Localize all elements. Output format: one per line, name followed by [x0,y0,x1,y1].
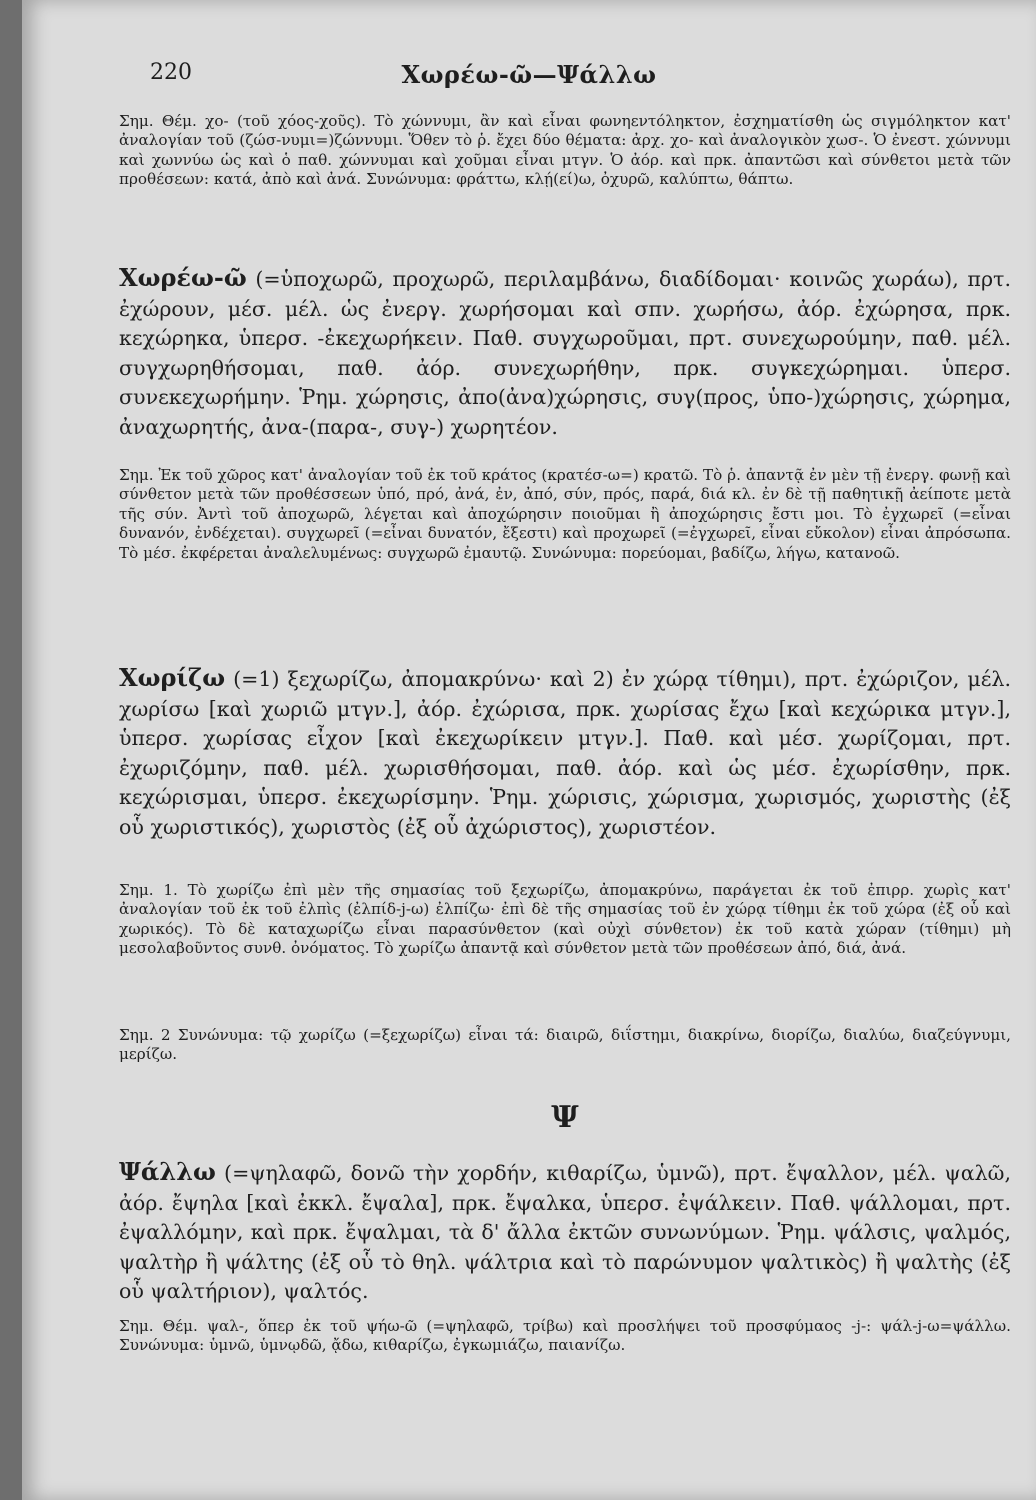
entry-text [119,1157,1011,1307]
entry-chorizo [119,663,1011,842]
entry-text [119,263,1011,442]
entry-lemma: Χωρίζω [119,663,226,692]
note-block-2 [119,466,1011,563]
entry-text [119,663,1011,842]
entry-body: (=1) ξεχωρίζω, ἀπομακρύνω· καὶ 2) ἐν χώρᾳ τίθημι), πρτ. ἐχώριζον, μέλ. χωρίσω [καὶ χωριῶ μτγν.], ἀόρ. ἐχώρισα, πρκ. χωρίσας ἔχω [καὶ κεχώρικα μτγν.], ὑπερσ. χωρίσας εἶχον [καὶ ἐκεχωρίκειν μτγν.]. Παθ. καὶ μέσ. χωρίζομαι, πρτ. ἐχωριζόμην, παθ. μέλ. χωρισθήσομαι, παθ. ἀόρ. καὶ ὡς μέσ. ἐχωρίσθην, πρκ. κεχώρισμαι, ὑπερσ. ἐκεχωρίσμην. Ῥημ. χώρισις, χώρισμα, χωρισμός, χωριστὴς (ἐξ οὗ χωριστικός), χωριστὸς (ἐξ οὗ ἀχώριστος), χωριστέον. [119,667,1011,839]
entry-lemma: Χωρέω-ῶ [119,263,247,292]
page-header [22,60,1036,90]
note-block-1 [119,112,1011,190]
entry-chorew [119,263,1011,442]
entry-body: (=ὑποχωρῶ, προχωρῶ, περιλαμβάνω, διαδίδομαι· κοινῶς χωράω), πρτ. ἐχώρουν, μέσ. μέλ. ὡς ἐνεργ. χωρήσομαι καὶ σπν. χωρήσω, ἀόρ. ἐχώρησα, πρκ. κεχώρηκα, ὑπερσ. -ἐκεχωρήκειν. Παθ. συγχωροῦμαι, πρτ. συνεχωρούμην, παθ. μέλ. συγχωρηθήσομαι, παθ. ἀόρ. συνεχωρήθην, πρκ. συγκεχώρημαι. ὑπερσ. συνεκεχωρήμην. Ῥημ. χώρησις, ἀπο(ἀνα)χώρησις, συγ(προς, ὑπο-)χώρησις, χώρημα, ἀναχωρητής, ἀνα-(παρα-, συγ-) χωρητέον. [119,267,1011,439]
book-page [22,0,1036,1500]
entry-body: (=ψηλαφῶ, δονῶ τὴν χορδήν, κιθαρίζω, ὑμνῶ), πρτ. ἔψαλλον, μέλ. ψαλῶ, ἀόρ. ἔψηλα [καὶ ἐκκλ. ἔψαλα], πρκ. ἔψαλκα, ὑπερσ. ἐψάλκειν. Παθ. ψάλλομαι, πρτ. ἐψαλλόμην, καὶ πρκ. ἔψαλμαι, τὰ δ' ἄλλα ἐκτῶν συνωνύμων. Ῥημ. ψάλσις, ψαλμός, ψαλτὴρ ἢ ψάλτης (ἐξ οὗ τὸ θηλ. ψάλτρια καὶ τὸ παρώνυμον ψαλτικὸς) ἢ ψαλτὴς (ἐξ οὗ ψαλτήριον), ψαλτός. [119,1161,1011,1303]
section-letter-block [119,1100,1011,1135]
running-title: Χωρέω-ῶ—Ψάλλω [401,60,657,89]
note-text: Σημ. Θέμ. χο- (τοῦ χόος-χοῦς). Τὸ χώννυμι, ἂν καὶ εἶναι φωνηεντόληκτον, ἐσχηματίσθη ὡς σιγμόληκτον κατ' ἀναλογίαν τοῦ (ζώσ-νυμι=)ζώννυμι. Ὅθεν τὸ ῥ. ἔχει δύο θέματα: ἀρχ. χο- καὶ ἀναλογικὸν χωσ-. Ὁ ἐνεστ. χώννυμι καὶ χωννύω ὡς καὶ ὁ παθ. χώννυμαι καὶ χοῦμαι εἶναι μτγν. Ὁ ἀόρ. καὶ πρκ. ἀπαντῶσι καὶ σύνθετοι μετὰ τῶν προθέσεων: κατά, ἀπὸ καὶ ἀνά. Συνώνυμα: φράττω, κλῄ(εί)ω, ὀχυρῶ, καλύπτω, θάπτω. [119,112,1011,189]
entry-lemma: Ψάλλω [119,1157,216,1186]
note-text: Σημ. Θέμ. ψαλ-, ὅπερ ἐκ τοῦ ψήω-ῶ (=ψηλαφῶ, τρίβω) καὶ προσλήψει τοῦ προσφύμαος -j-: ψάλ-j-ω=ψάλλω. Συνώνυμα: ὑμνῶ, ὑμνῳδῶ, ᾄδω, κιθαρίζω, ἐγκωμιάζω, παιανίζω. [119,1317,1011,1355]
note-block-5 [119,1317,1011,1356]
note-text: Σημ. 2 Συνώνυμα: τῷ χωρίζω (=ξεχωρίζω) εἶναι τά: διαιρῶ, διΐστημι, διακρίνω, διορίζω, διαλύω, διαζεύγνυμι, μερίζω. [119,1026,1011,1064]
note-block-4 [119,1026,1011,1065]
section-letter: Ψ [551,1100,579,1135]
note-text: Σημ. 1. Τὸ χωρίζω ἐπὶ μὲν τῆς σημασίας τοῦ ξεχωρίζω, ἀπομακρύνω, παράγεται ἐκ τοῦ ἐπιρρ. χωρὶς κατ' ἀναλογίαν τοῦ ἐκ τοῦ ἐλπὶς (ἐλπίδ-j-ω) ἐλπίζω· ἐπὶ δὲ τῆς σημασίας τοῦ ἐν χώρᾳ τίθημι ἐκ τοῦ χώρα (ἐξ οὗ καὶ χωρικός). Τὸ δὲ καταχωρίζω εἶναι παρασύνθετον (καὶ οὐχὶ σύνθετον) ἐκ τοῦ κατὰ χώραν (τίθημι) μὴ μεσολαβοῦντος συνθ. ὀνόματος. Τὸ χωρίζω ἀπαντᾷ καὶ σύνθετον μετὰ τῶν προθέσεων ἀπό, διά, ἀνά. [119,881,1011,958]
entry-psallo [119,1157,1011,1307]
note-block-3 [119,881,1011,959]
note-text: Σημ. Ἐκ τοῦ χῶρος κατ' ἀναλογίαν τοῦ ἐκ τοῦ κράτος (κρατέσ-ω=) κρατῶ. Τὸ ῥ. ἀπαντᾷ ἐν μὲν τῇ ἐνεργ. φωνῇ καὶ σύνθετον μετὰ τῶν προθέσσεων ὑπό, πρό, ἀνά, ἐν, ἀπό, σύν, πρός, παρά, διά κλ. ἐν δὲ τῇ παθητικῇ ἀείποτε μετὰ τῆς σύν. Ἀντὶ τοῦ ἀποχωρῶ, λέγεται καὶ ἀποχώρησιν ποιοῦμαι ἢ ἀποχώρησις ἔστι μοι. Τὸ ἐγχωρεῖ (=εἶναι δυνανόν, ἐνδέχεται). συγχωρεῖ (=εἶναι δυνατόν, ἔξεστι) καὶ προχωρεῖ (=ἐγχωρεῖ, εἶναι εὔκολον) εἶναι ἀπρόσωπα. Τὸ μέσ. ἐκφέρεται ἀναλελυμένως: συγχωρῶ ἐμαυτῷ. Συνώνυμα: πορεύομαι, βαδίζω, λήγω, κατανοῶ. [119,466,1011,562]
page-number: 220 [150,60,192,85]
